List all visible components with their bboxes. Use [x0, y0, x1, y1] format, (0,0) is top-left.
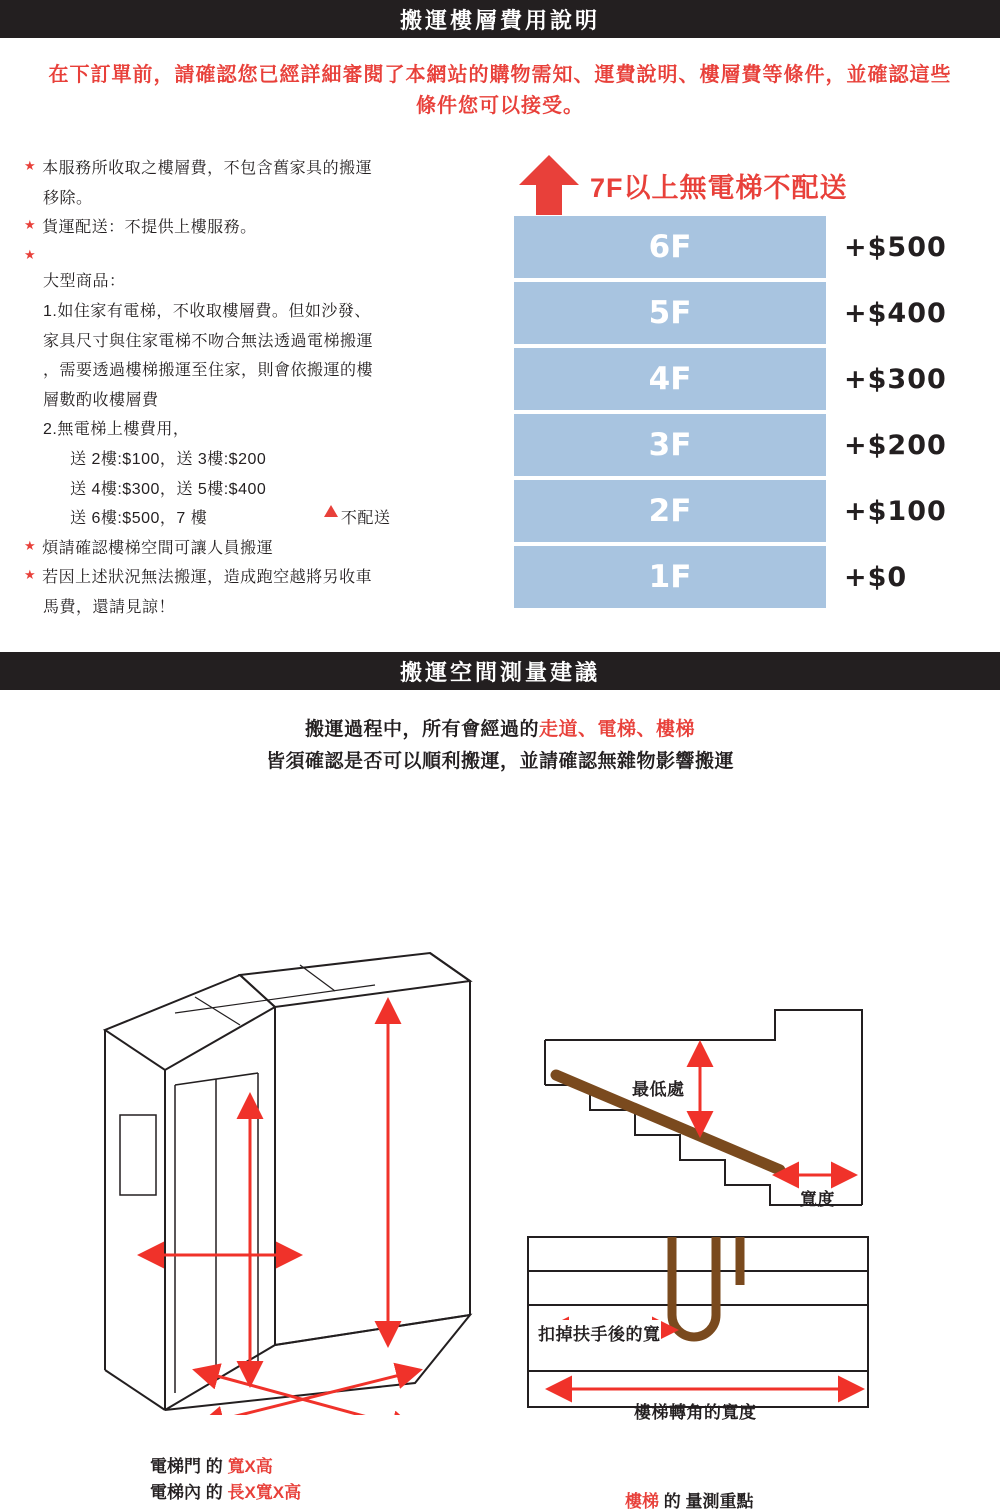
- floor-label: 5F: [514, 282, 826, 344]
- floor-fee-section: [0, 132, 1000, 652]
- list-item: [24, 154, 504, 184]
- star-icon: ★: [24, 158, 37, 173]
- no-delivery-text: 7F以上無電梯不配送: [590, 172, 848, 203]
- floor-label: 6F: [514, 216, 826, 278]
- list-item: [24, 386, 504, 416]
- note-text: 送 4樓:$300，送 5樓:$400: [70, 480, 267, 498]
- caption-elevator-door-subject: 電梯門: [150, 1457, 201, 1476]
- arrow-up-icon: [514, 155, 584, 215]
- note-text: 2.無電梯上樓費用，: [43, 421, 190, 439]
- label-corner-width: 樓梯轉角的寬度: [634, 1402, 757, 1422]
- list-item: [24, 243, 504, 268]
- floor-row: [514, 216, 984, 278]
- floor-label: 1F: [514, 546, 826, 608]
- star-icon: ★: [24, 246, 37, 262]
- floor-price: +$400: [844, 297, 947, 329]
- caption-elevator-inner-of: 的: [205, 1483, 223, 1502]
- floor-row: [514, 546, 984, 608]
- caption-elevator-inner-subject: 電梯內: [150, 1483, 201, 1502]
- elevator-diagram: [105, 953, 470, 1410]
- elevator-measure-arrows: [140, 1000, 420, 1415]
- caption-stairs-focus: 量測重點: [685, 1492, 754, 1511]
- star-icon: ★: [24, 537, 37, 553]
- section2-title: 搬運空間測量建議: [399, 659, 600, 685]
- floor-price-chart: [514, 154, 984, 634]
- section1-title: 搬運樓層費用說明: [399, 7, 600, 33]
- section2-title-bar: [0, 652, 1000, 690]
- list-item: [24, 213, 504, 243]
- note-text: 送 6樓:$500，7 樓: [70, 510, 208, 528]
- note-text: 大型商品：: [43, 273, 126, 291]
- handrail: [672, 1237, 740, 1337]
- list-item: [24, 297, 504, 327]
- note-text: 移除。: [43, 189, 93, 207]
- caption-elevator-inner-dims: 長X寬X高: [227, 1483, 302, 1502]
- measurement-subtitle: [0, 690, 1000, 785]
- note-text: 若因上述狀況無法搬運，造成跑空越將另收車: [42, 569, 373, 587]
- star-icon: ★: [24, 567, 37, 583]
- measurement-diagrams: [0, 785, 1000, 1422]
- diagram-svg: [0, 785, 1000, 1415]
- note-text: 貨運配送：不提供上樓服務。: [42, 219, 257, 237]
- list-item: [24, 327, 504, 357]
- caption-stairs-of: 的: [663, 1492, 681, 1511]
- note-text: 家具尺寸與住家電梯不吻合無法透過電梯搬運: [43, 332, 374, 350]
- list-item: [24, 563, 504, 593]
- floor-row: [514, 414, 984, 476]
- label-lowest-point: 最低處: [632, 1079, 685, 1099]
- list-item: [24, 445, 504, 475]
- warning-triangle-icon: [324, 505, 338, 517]
- note-text: 煩請確認樓梯空間可讓人員搬運: [42, 539, 274, 557]
- floor-price: +$500: [844, 231, 947, 263]
- label-width: 寬度: [800, 1189, 835, 1209]
- floor-row: [514, 282, 984, 344]
- list-item: [24, 415, 504, 445]
- caption-elevator-inner: [150, 1478, 301, 1503]
- caption-elevator-door-of: 的: [205, 1457, 223, 1476]
- note-text: 送 2樓:$100，送 3樓:$200: [70, 451, 267, 469]
- list-item: [24, 267, 504, 297]
- caption-elevator-door: [150, 1452, 273, 1477]
- caption-elevator-door-dims: 寬X高: [227, 1457, 273, 1476]
- note-text: 馬費，還請見諒！: [43, 599, 176, 616]
- subtitle-line1-part1: 搬運過程中，所有會經過的: [304, 719, 539, 740]
- floor-price: +$100: [844, 495, 947, 527]
- floor-price: +$200: [844, 429, 947, 461]
- note-text: ，需要透過樓梯搬運至住家，則會依搬運的樓: [43, 362, 374, 380]
- list-item: [24, 534, 504, 564]
- floor-row: [514, 348, 984, 410]
- no-delivery-notice: [514, 154, 984, 216]
- caption-stairs-subject: 樓梯: [625, 1492, 659, 1511]
- floor-row: [514, 480, 984, 542]
- note-text: 層數酌收樓層費: [43, 391, 159, 409]
- list-item: [24, 356, 504, 386]
- intro-paragraph: 在下訂單前，請確認您已經詳細審閱了本網站的購物需知、運費說明、樓層費等條件，並確認這些條件您可以接受。: [48, 64, 952, 117]
- section1-title-bar: [0, 0, 1000, 38]
- note-text: 本服務所收取之樓層費，不包含舊家具的搬運: [42, 160, 373, 177]
- note-text-suffix: 不配送: [340, 510, 391, 528]
- list-item: [24, 504, 504, 534]
- label-handrail-width: 扣掉扶手後的寬: [538, 1320, 661, 1345]
- floor-price: +$0: [844, 561, 908, 593]
- notes-list: [24, 154, 504, 634]
- subtitle-line2: 皆須確認是否可以順利搬運，並請確認無雜物影響搬運: [265, 751, 734, 773]
- floor-price: +$300: [844, 363, 947, 395]
- subtitle-line1-highlight: 走道、電梯、樓梯: [539, 719, 696, 740]
- floor-label: 2F: [514, 480, 826, 542]
- note-text: 1.如住家有電梯，不收取樓層費。但如沙發、: [43, 303, 371, 321]
- floor-label: 3F: [514, 414, 826, 476]
- star-icon: ★: [24, 217, 37, 233]
- list-item: [24, 184, 504, 214]
- list-item: [24, 475, 504, 505]
- list-item: [24, 593, 504, 623]
- floor-label: 4F: [514, 348, 826, 410]
